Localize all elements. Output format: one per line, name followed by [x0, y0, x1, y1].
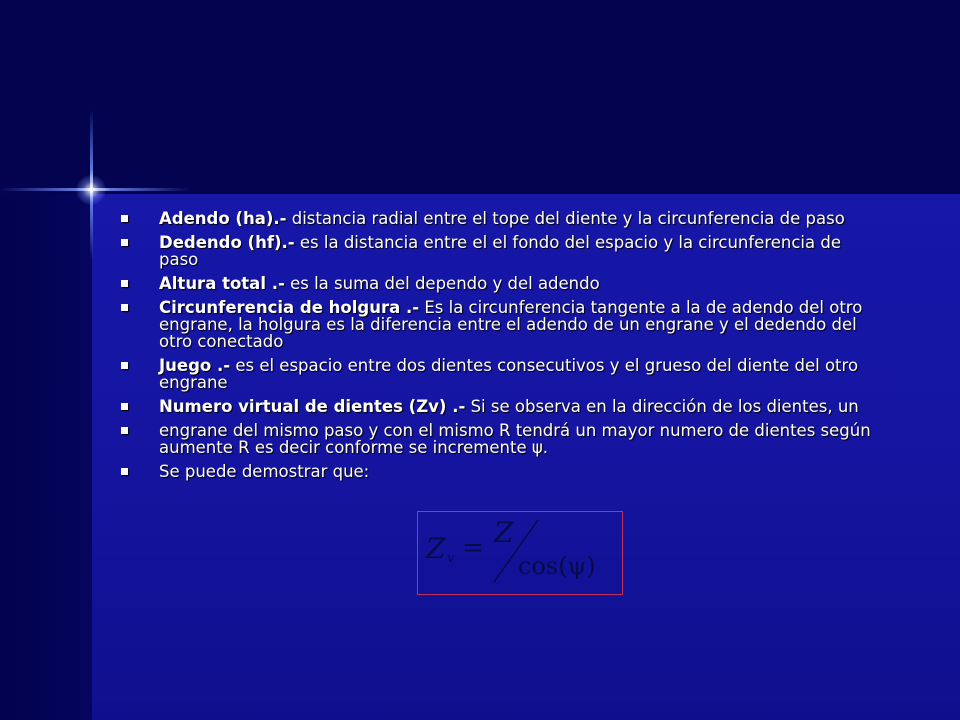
- list-item-demostrar: [118, 463, 878, 480]
- formula-denominator: cos(ψ): [518, 552, 596, 580]
- top-band: [0, 0, 960, 194]
- bullet-square-icon: [121, 427, 128, 434]
- definition-text: es la suma del dependo y del adendo: [284, 274, 600, 293]
- bullet-square-icon: [121, 362, 128, 369]
- list-item-engrane: [118, 422, 878, 456]
- term-label: Numero virtual de dientes (Zv) .-: [159, 397, 466, 416]
- formula-numerator: Z: [494, 516, 514, 549]
- definition-text: es el espacio entre dos dientes consecutivos y el grueso del diente del otro engrane: [159, 356, 859, 392]
- bullet-square-icon: [121, 403, 128, 410]
- definition-text: engrane del mismo paso y con el mismo R tendrá un mayor numero de dientes según aumente R es decir conforme se incremente ψ.: [159, 421, 871, 457]
- definition-text: Si se observa en la dirección de los dientes, un: [465, 397, 859, 416]
- term-label: Dedendo (hf).-: [159, 233, 295, 252]
- list-item-dedendo: [118, 234, 878, 268]
- list-item-adendo: [118, 210, 878, 227]
- list-item-altura-total: [118, 275, 878, 292]
- definition-text: Es la circunferencia tangente a la de adendo del otro engrane, la holgura es la diferencia entre el adendo de un engrane y el dedendo del otro conectado: [159, 298, 863, 351]
- formula-lhs: Z: [426, 532, 446, 565]
- formula-graphic: [418, 512, 624, 596]
- formula-box: [417, 511, 623, 595]
- definition-text: distancia radial entre el tope del diente y la circunferencia de paso: [286, 209, 845, 228]
- list-item-holgura: [118, 299, 878, 350]
- definition-list: [118, 210, 878, 487]
- bullet-square-icon: [121, 239, 128, 246]
- left-band: [0, 194, 92, 720]
- definition-text: es la distancia entre el el fondo del espacio y la circunferencia de paso: [159, 233, 841, 269]
- formula-equals: =: [462, 533, 484, 563]
- term-label: Adendo (ha).-: [159, 209, 287, 228]
- term-label: Altura total .-: [159, 274, 285, 293]
- term-label: Juego .-: [159, 356, 231, 375]
- bullet-square-icon: [121, 468, 128, 475]
- formula-lhs-subscript: v: [447, 551, 455, 566]
- list-item-juego: [118, 357, 878, 391]
- bullet-square-icon: [121, 280, 128, 287]
- definition-text: Se puede demostrar que:: [159, 462, 370, 481]
- list-item-numero-virtual: [118, 398, 878, 415]
- term-label: Circunferencia de holgura .-: [159, 298, 420, 317]
- bullet-square-icon: [121, 304, 128, 311]
- bullet-square-icon: [121, 215, 128, 222]
